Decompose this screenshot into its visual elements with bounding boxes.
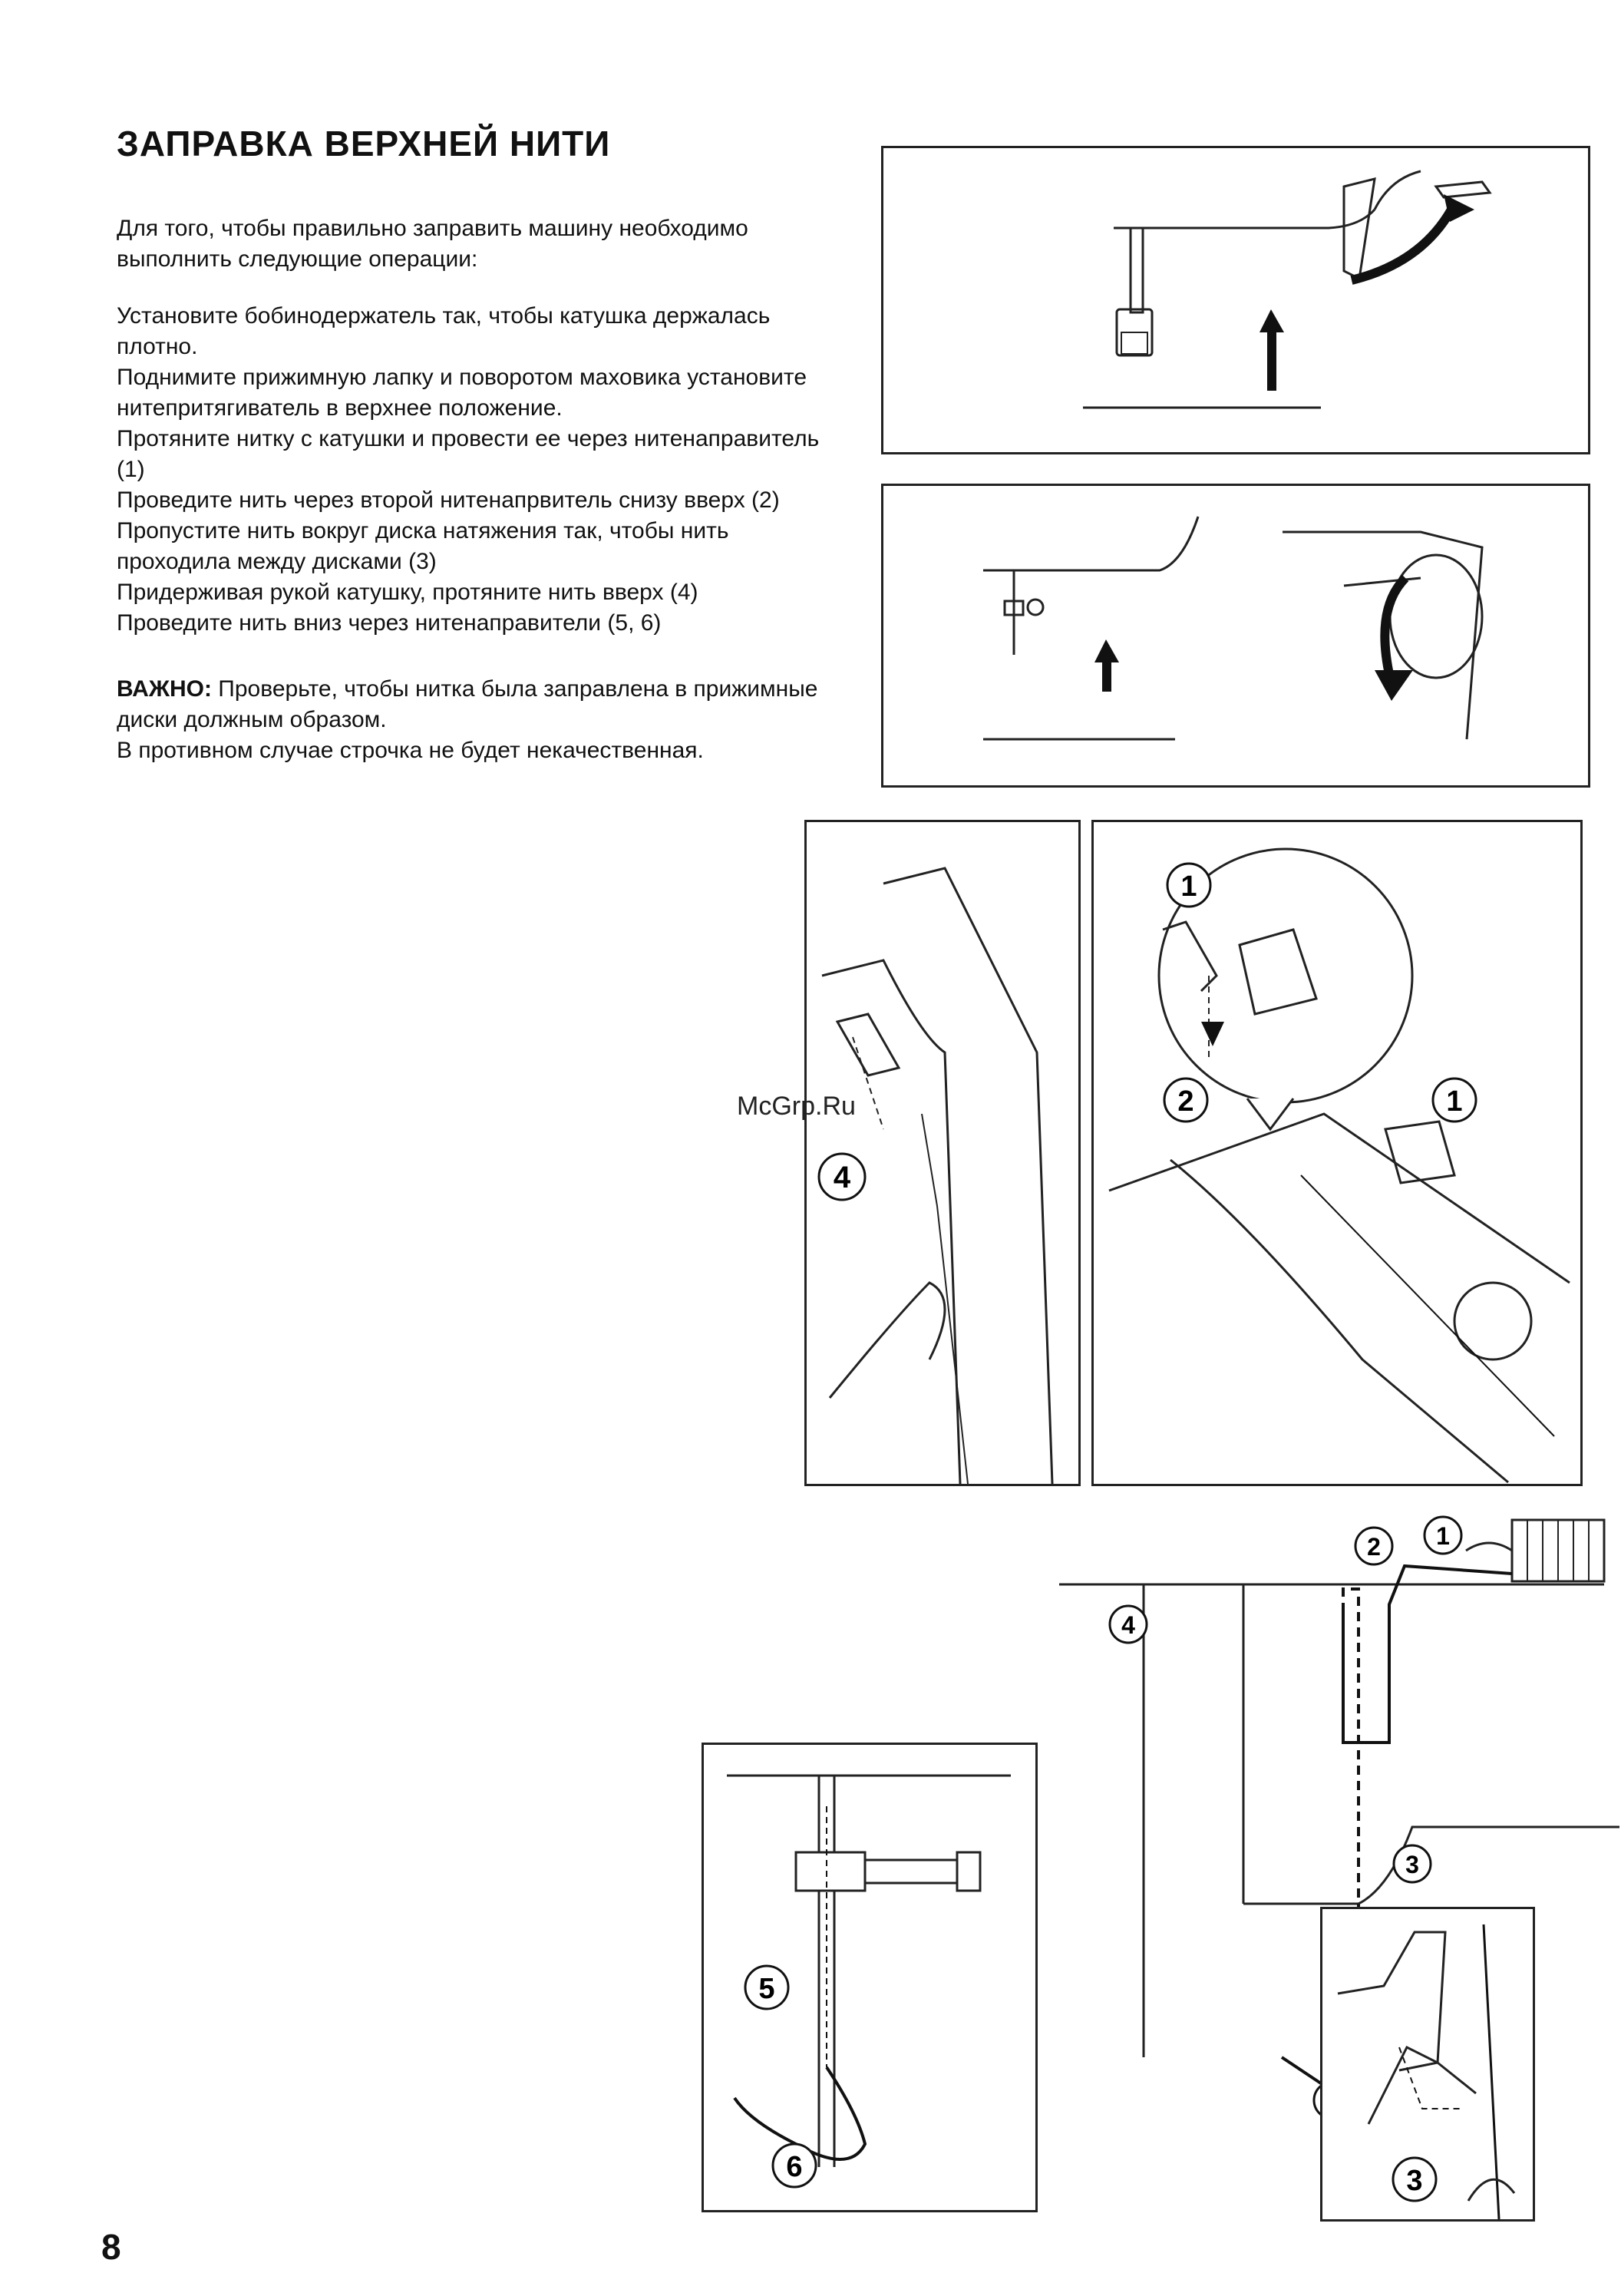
step-5: Пропустите нить вокруг диска натяжения так, чтобы нить проходила между дисками (3) xyxy=(117,518,729,574)
figure-tension-disc xyxy=(1320,1907,1535,2222)
step-1: Установите бобинодержатель так, чтобы катушка держалась плотно. xyxy=(117,303,771,359)
steps-list xyxy=(117,301,830,639)
figure-thread-guides xyxy=(1091,820,1583,1486)
callout-path-1: 1 xyxy=(1436,1522,1450,1550)
callout-1-detail: 1 xyxy=(1180,870,1197,903)
intro-text: Для того, чтобы правильно заправить машину необходимо выполнить следующие операции: xyxy=(117,216,748,272)
handwheel-illustration xyxy=(883,486,1588,785)
callout-needle-6: 6 xyxy=(786,2151,803,2183)
callout-1: 1 xyxy=(1446,1085,1463,1118)
important-warning: В противном случае строчка не будет некачественная. xyxy=(117,738,704,763)
callout-disc-3: 3 xyxy=(1406,2165,1423,2197)
step-7: Проведите нить вниз через нитенаправители (5, 6) xyxy=(117,610,662,636)
callout-needle-5: 5 xyxy=(758,1973,775,2005)
step-6: Придерживая рукой катушку, протяните нить вверх (4) xyxy=(117,580,698,605)
page-number: 8 xyxy=(101,2227,121,2267)
callout-4: 4 xyxy=(833,1161,851,1194)
important-text: Проверьте, чтобы нитка была заправлена в прижимные диски должным образом. xyxy=(117,676,818,732)
important-note xyxy=(117,674,830,766)
thread-guides-illustration xyxy=(1094,822,1580,1484)
figure-takeup-lever xyxy=(804,820,1081,1486)
step-3: Протяните нитку с катушки и провести ее через нитенаправитель (1) xyxy=(117,426,820,482)
watermark: McGrp.Ru xyxy=(737,1092,856,1121)
presser-foot-illustration xyxy=(883,148,1588,452)
takeup-lever-illustration xyxy=(807,822,1078,1484)
step-4: Проведите нить через второй нитенапрвитель снизу вверх (2) xyxy=(117,487,780,513)
callout-path-4: 4 xyxy=(1121,1611,1135,1639)
important-label: ВАЖНО: xyxy=(117,676,212,702)
page-title: ЗАПРАВКА ВЕРХНЕЙ НИТИ xyxy=(117,124,611,164)
needle-detail-illustration xyxy=(704,1745,1035,2210)
figure-handwheel xyxy=(881,484,1590,788)
tension-disc-illustration xyxy=(1322,1909,1533,2219)
figure-needle-detail xyxy=(702,1743,1038,2212)
callout-path-3: 3 xyxy=(1405,1851,1419,1878)
step-2: Поднимите прижимную лапку и поворотом маховика установите нитепритягиватель в верхнее положение. xyxy=(117,365,807,421)
callout-path-2: 2 xyxy=(1367,1533,1381,1561)
figure-presser-foot xyxy=(881,146,1590,454)
callout-2: 2 xyxy=(1177,1085,1194,1118)
